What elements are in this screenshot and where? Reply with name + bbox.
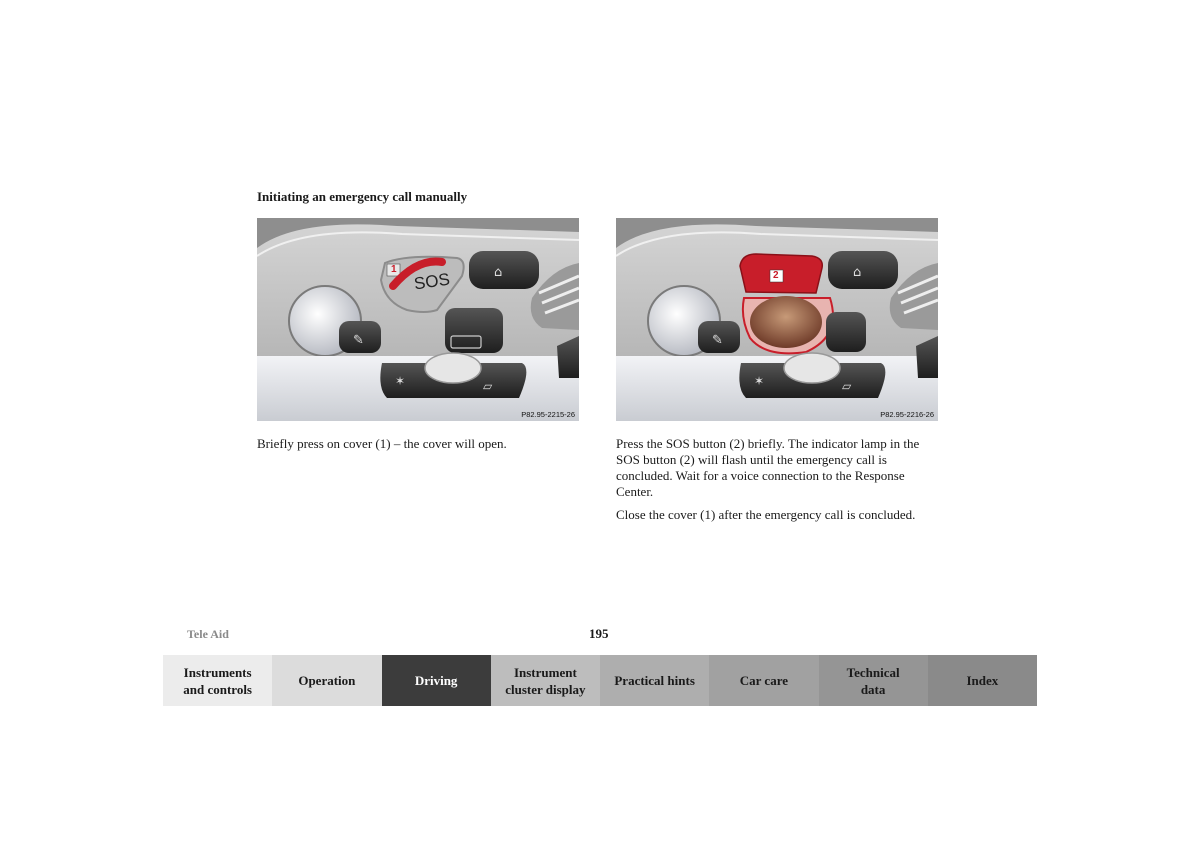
section-heading: Initiating an emergency call manually (257, 189, 468, 204)
page-number: 195 (589, 626, 609, 641)
tab-car-care[interactable]: Car care (709, 655, 818, 706)
figure-code: P82.95-2216-26 (880, 410, 934, 419)
tab-driving[interactable]: Driving (382, 655, 491, 706)
chapter-nav (163, 655, 1037, 706)
svg-text:⌂: ⌂ (494, 265, 503, 280)
figure-cover-closed (257, 218, 579, 421)
svg-text:✎: ✎ (353, 333, 364, 348)
tab-technical-data[interactable]: Technical data (819, 655, 928, 706)
svg-text:▱: ▱ (483, 379, 493, 393)
figure-code: P82.95-2215-26 (521, 410, 575, 419)
section-name: Tele Aid (187, 627, 229, 641)
tab-index[interactable]: Index (928, 655, 1037, 706)
tab-instrument-cluster-display[interactable]: Instrument cluster display (491, 655, 600, 706)
instruction-right-1: Press the SOS button (2) briefly. The indicator lamp in the SOS button (2) will flash until the emergency call is concluded. Wait for a voice connection to the Response Center. (616, 436, 920, 499)
callout-1: 1 (391, 264, 397, 275)
instruction-left: Briefly press on cover (1) – the cover will open. (257, 436, 507, 451)
svg-text:✎: ✎ (712, 333, 723, 348)
svg-text:✶: ✶ (395, 374, 406, 388)
callout-2: 2 (773, 270, 779, 281)
tab-practical-hints[interactable]: Practical hints (600, 655, 709, 706)
svg-text:⌂: ⌂ (853, 265, 862, 280)
svg-text:▱: ▱ (842, 379, 852, 393)
tab-instruments-and-controls[interactable]: Instruments and controls (163, 655, 272, 706)
svg-text:✶: ✶ (754, 374, 765, 388)
figure-cover-open (616, 218, 938, 421)
tab-operation[interactable]: Operation (272, 655, 381, 706)
sos-button-label: SOS (412, 269, 451, 294)
instruction-right-2: Close the cover (1) after the emergency call is concluded. (616, 507, 916, 522)
